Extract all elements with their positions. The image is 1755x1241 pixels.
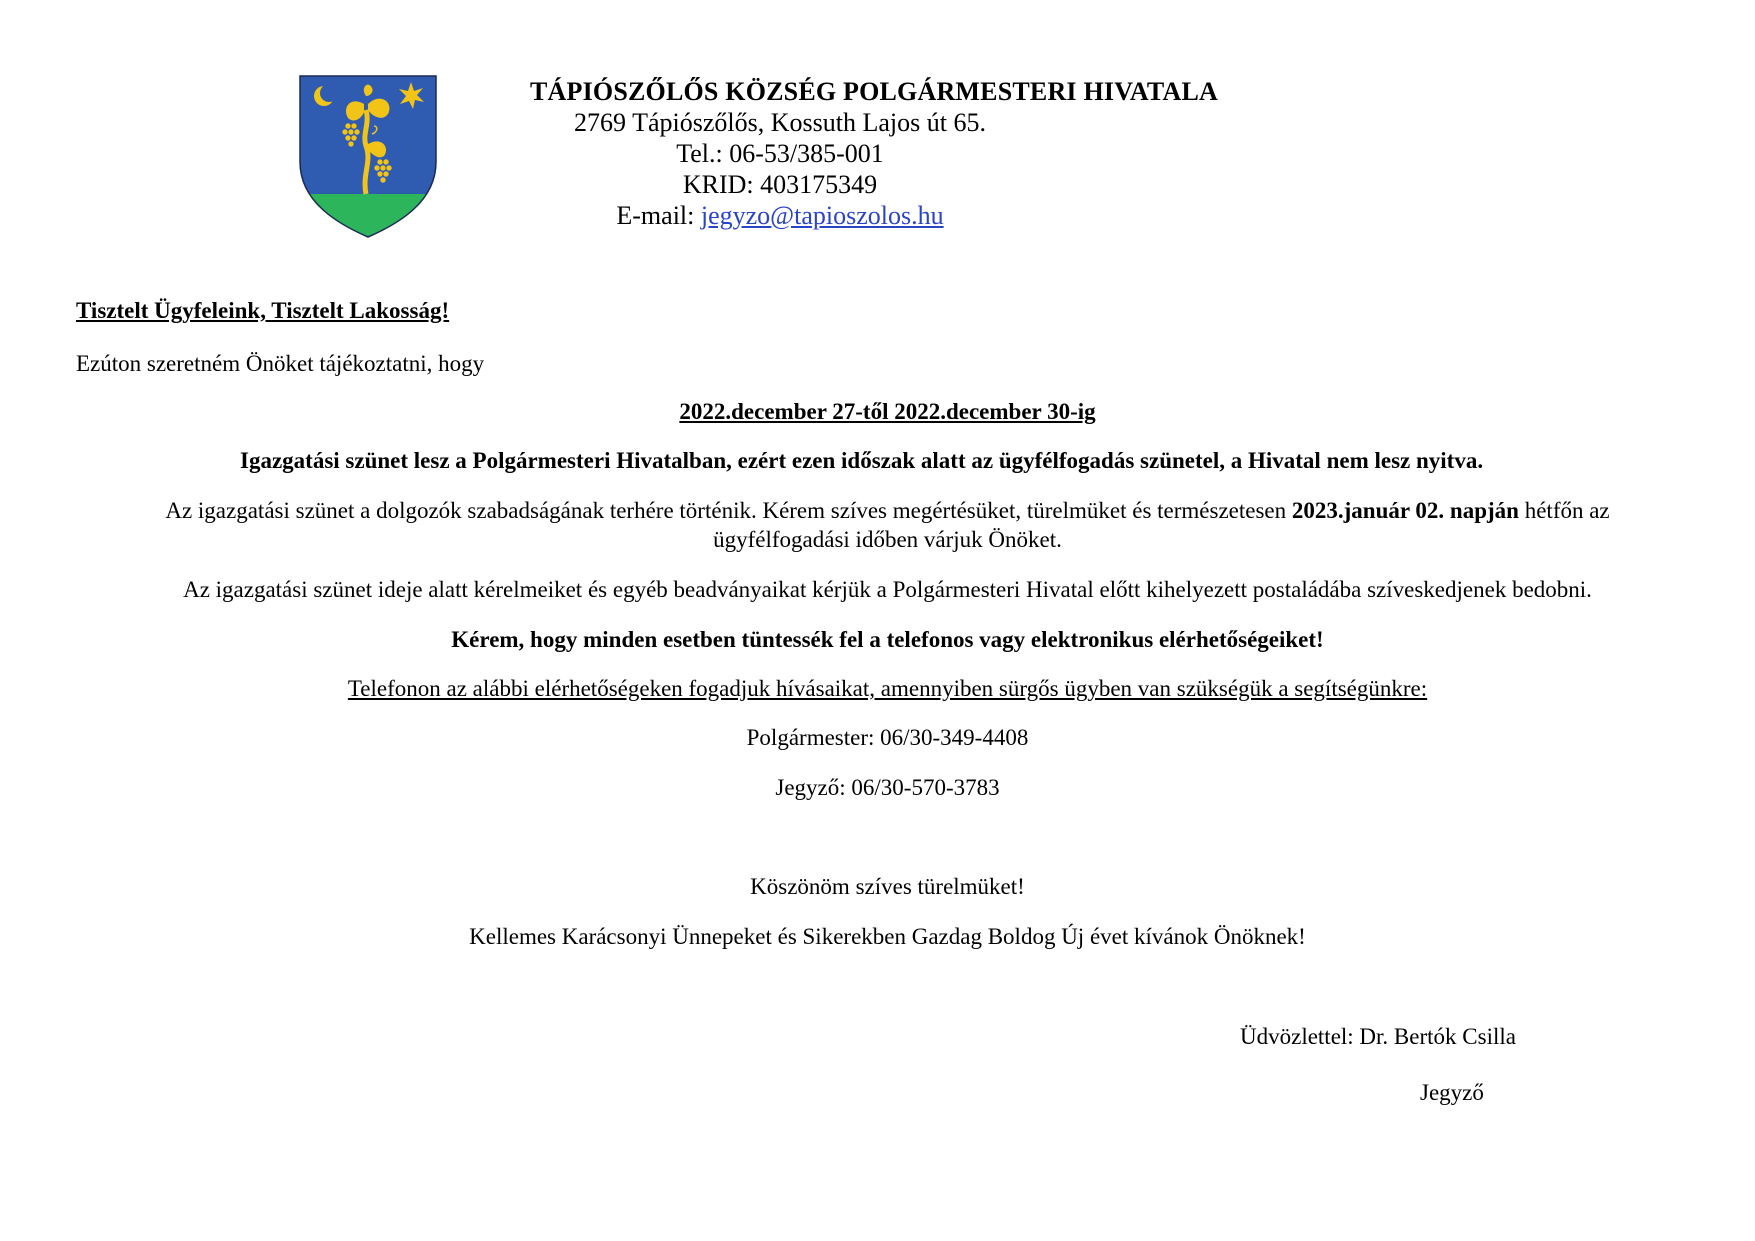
mailbox-paragraph: Az igazgatási szünet ideje alatt kérelmeiket és egyéb beadványaikat kérjük a Polgármesteri Hivatal előtt kihelyezett postaládába szíveskedjenek bedobni. <box>183 577 1592 602</box>
leave-paragraph-line2: ügyfélfogadási időben várjuk Önöket. <box>713 527 1062 552</box>
organization-email-line <box>530 200 1030 231</box>
organization-name: TÁPIÓSZŐLŐS KÖZSÉG POLGÁRMESTERI HIVATALA <box>530 77 1218 106</box>
leave-text-b: hétfőn az <box>1518 498 1610 523</box>
contact-request: Kérem, hogy minden esetben tüntessék fel a telefonos vagy elektronikus elérhetőségeiket! <box>451 627 1324 652</box>
organization-phone: Tel.: 06-53/385-001 <box>676 139 884 168</box>
closure-notice: Igazgatási szünet lesz a Polgármesteri Hivatalban, ezért ezen időszak alatt az ügyfélfogadás szünetel, a Hivatal nem lesz nyitva. <box>240 448 1484 473</box>
reopen-date: 2023.január 02. napján <box>1291 498 1519 523</box>
coat-of-arms-icon <box>298 74 438 239</box>
email-link[interactable]: jegyzo@tapioszolos.hu <box>700 201 944 230</box>
notary-phone: Jegyző: 06/30-570-3783 <box>775 775 1000 800</box>
leave-paragraph-line1 <box>60 496 1715 525</box>
salutation: Tisztelt Ügyfeleink, Tisztelt Lakosság! <box>76 298 450 323</box>
intro-text: Ezúton szeretném Önöket tájékoztatni, hogy <box>76 351 485 376</box>
phone-intro: Telefonon az alábbi elérhetőségeken fogadjuk hívásaikat, amennyiben sürgős ügyben van szükségük a segítségünkre: <box>347 676 1428 701</box>
signature-title: Jegyző <box>1420 1080 1484 1105</box>
organization-address: 2769 Tápiószőlős, Kossuth Lajos út 65. <box>574 108 986 137</box>
date-range: 2022.december 27-től 2022.december 30-ig <box>679 399 1096 424</box>
thanks-text: Köszönöm szíves türelmüket! <box>750 874 1025 899</box>
signature-closing: Üdvözlettel: Dr. Bertók Csilla <box>1240 1024 1516 1049</box>
greetings-text: Kellemes Karácsonyi Ünnepeket és Sikerekben Gazdag Boldog Új évet kívánok Önöknek! <box>469 924 1306 949</box>
leave-text-a: Az igazgatási szünet a dolgozók szabadságának terhére történik. Kérem szíves megértésüket, türelmüket és természetesen <box>165 498 1292 523</box>
organization-krid: KRID: 403175349 <box>682 170 878 199</box>
email-label: E-mail: <box>616 201 701 230</box>
letterhead <box>530 76 1218 231</box>
mayor-phone: Polgármester: 06/30-349-4408 <box>746 725 1029 750</box>
